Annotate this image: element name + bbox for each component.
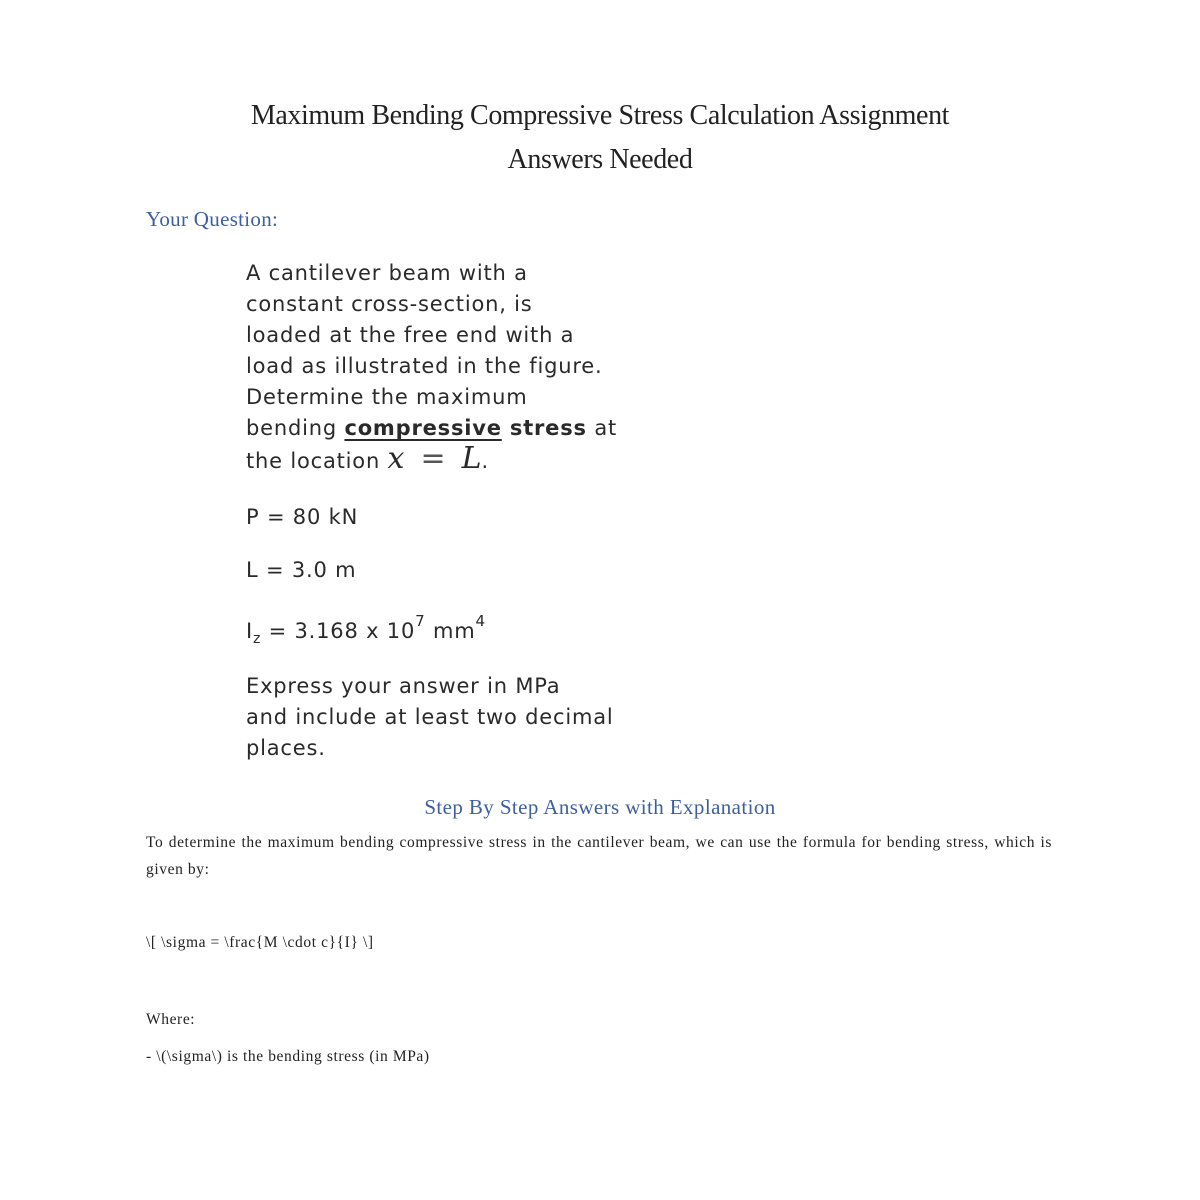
instruction-line: Express your answer in MPa xyxy=(246,674,561,698)
question-line: Determine the maximum xyxy=(246,385,528,409)
math-variable-x: x xyxy=(387,441,405,476)
question-text: bending xyxy=(246,416,345,440)
math-equals: = xyxy=(420,441,446,476)
given-load: P = 80 kN xyxy=(246,505,359,529)
question-line xyxy=(246,441,490,476)
where-label: Where: xyxy=(146,1011,196,1028)
bold-keyword: stress xyxy=(501,416,587,440)
underlined-keyword: compressive xyxy=(344,416,502,440)
question-heading: Your Question: xyxy=(146,207,279,231)
question-line: loaded at the free end with a xyxy=(246,323,575,347)
question-line: constant cross-section, is xyxy=(246,292,533,316)
question-text: . xyxy=(481,449,490,473)
given-moment-of-inertia xyxy=(246,612,486,652)
question-line: A cantilever beam with a xyxy=(246,261,528,285)
instruction-line: places. xyxy=(246,736,326,760)
answer-heading: Step By Step Answers with Explanation xyxy=(424,795,776,819)
question-line: load as illustrated in the figure. xyxy=(246,354,603,378)
inertia-exponent: 7 xyxy=(415,612,426,630)
question-text: the location xyxy=(246,449,388,473)
question-text: at xyxy=(586,416,618,440)
definition-item: - \(\sigma\) is the bending stress (in MPa) xyxy=(146,1048,430,1065)
inertia-subscript: z xyxy=(253,631,262,648)
question-line xyxy=(246,415,617,441)
inertia-unit: mm xyxy=(425,619,476,643)
given-length: L = 3.0 m xyxy=(246,558,357,582)
math-variable-L: L xyxy=(461,441,482,476)
page-subtitle: Answers Needed xyxy=(507,144,693,175)
inertia-unit-exponent: 4 xyxy=(475,612,486,630)
answer-intro: To determine the maximum bending compressive stress in the cantilever beam, we can use the formula for bending stress, which is given by: xyxy=(146,834,1052,878)
stress-formula: \[ \sigma = \frac{M \cdot c}{I} \] xyxy=(146,934,374,951)
page-title: Maximum Bending Compressive Stress Calculation Assignment xyxy=(250,100,950,131)
instruction-line: and include at least two decimal xyxy=(246,705,614,729)
inertia-symbol: I xyxy=(246,619,253,643)
inertia-value: = 3.168 x 10 xyxy=(261,619,416,643)
